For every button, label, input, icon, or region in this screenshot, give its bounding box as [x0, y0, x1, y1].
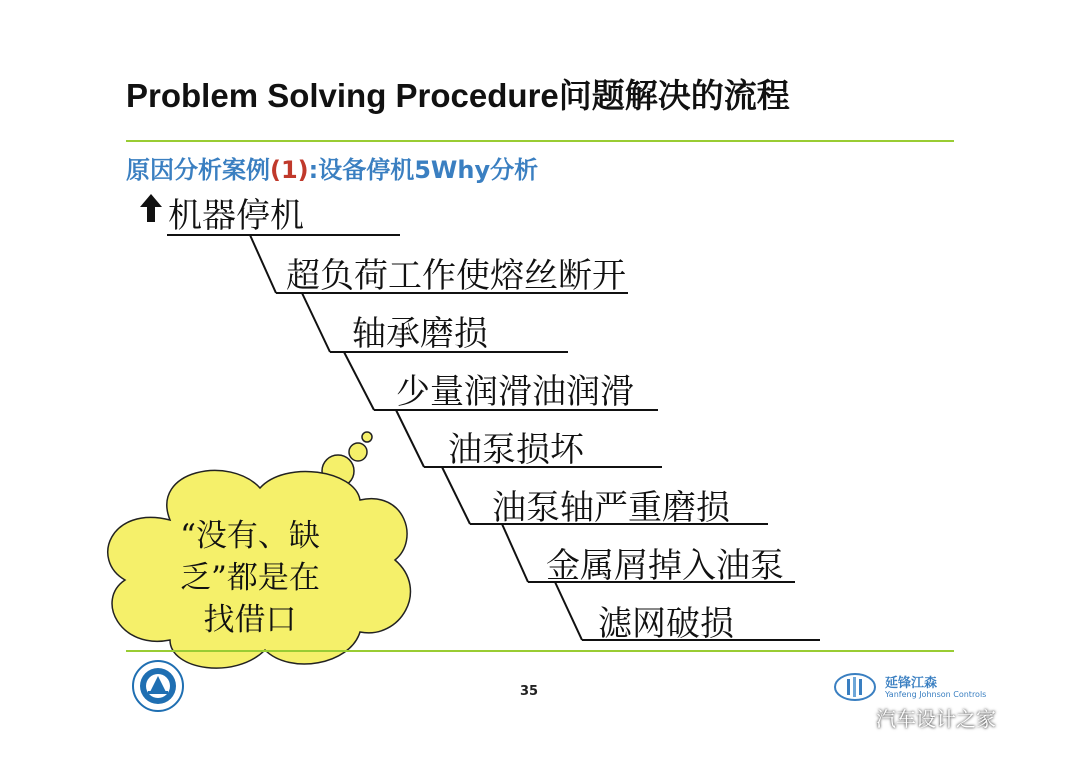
why-step-0: 机器停机 — [168, 196, 304, 236]
logo-company-name: 延锋江森 — [885, 676, 938, 691]
watermark-text: 汽车设计之家 — [876, 707, 996, 731]
subtitle-case-number: (1) — [270, 156, 309, 184]
logo-company-subname: Yanfeng Johnson Controls — [885, 690, 987, 699]
bubble-line-3: 找借口 — [203, 602, 297, 638]
why-step-7: 滤网破损 — [598, 604, 734, 644]
bubble-line-1: “没有、缺 — [180, 518, 320, 554]
why-step-1: 超负荷工作使熔丝断开 — [286, 256, 626, 296]
why-step-4: 油泵损坏 — [448, 430, 584, 470]
bubble-text — [150, 515, 350, 641]
yanfeng-logo-icon — [833, 670, 883, 704]
footer-divider — [126, 650, 954, 652]
why-step-2: 轴承磨损 — [352, 314, 488, 354]
why-step-5: 油泵轴严重磨损 — [492, 488, 730, 528]
why-step-3: 少量润滑油润滑 — [396, 372, 634, 412]
subtitle-suffix: :设备停机5Why分析 — [308, 156, 539, 184]
why-step-6: 金属屑掉入油泵 — [546, 546, 784, 586]
slide-title: Problem Solving Procedure问题解决的流程 — [126, 77, 790, 114]
page-number: 35 — [520, 684, 539, 699]
bubble-line-2: 乏”都是在 — [180, 560, 320, 596]
company-seal-logo — [132, 660, 184, 712]
subtitle-prefix: 原因分析案例 — [126, 156, 270, 184]
